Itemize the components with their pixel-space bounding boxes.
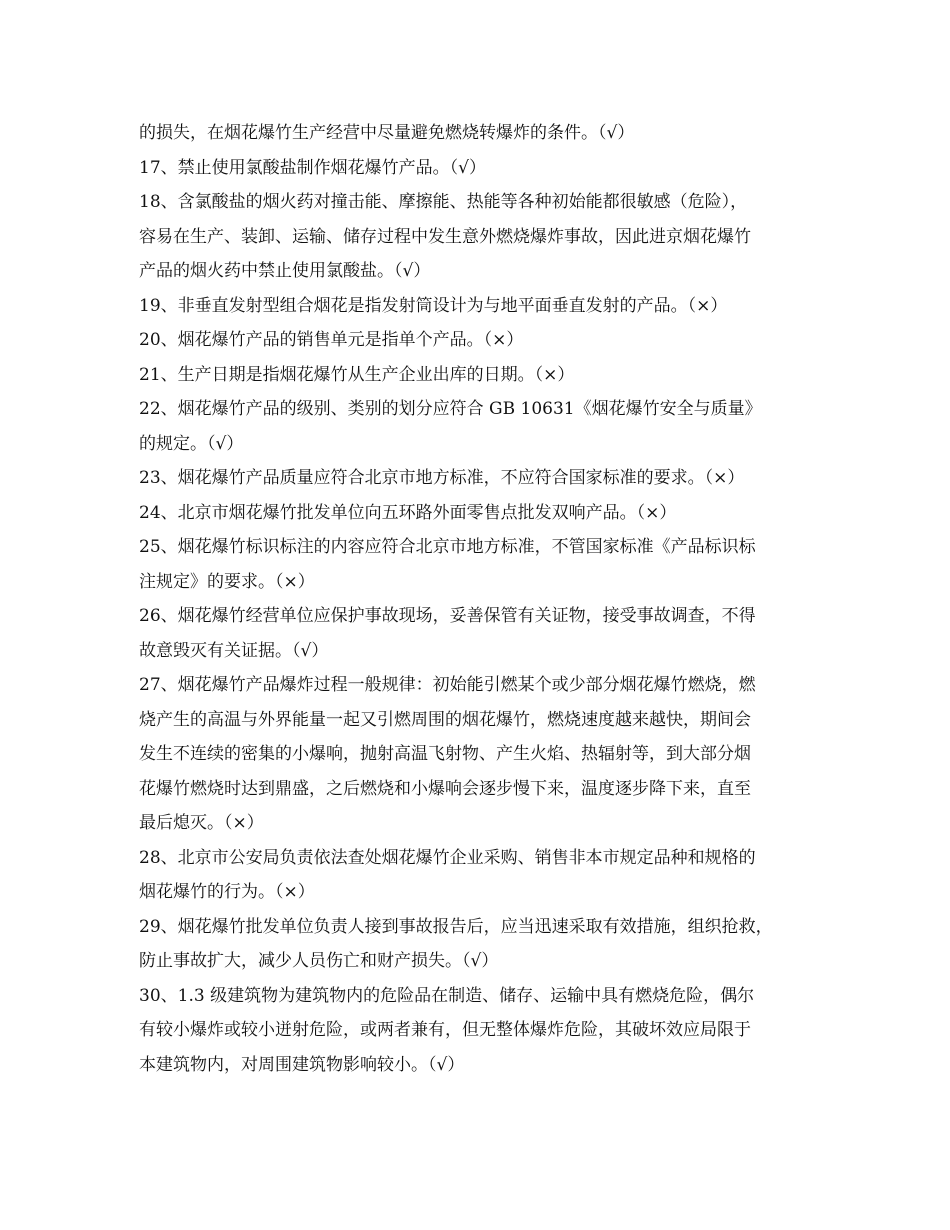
text-line: 18、含氯酸盐的烟火药对撞击能、摩擦能、热能等各种初始能都很敏感（危险）， [139,192,748,212]
text-line: 24、北京市烟花爆竹批发单位向五环路外面零售点批发双响产品。（×） [139,502,677,523]
text-line: 烧产生的高温与外界能量一起又引燃周围的烟花爆竹，燃烧速度越来越快，期间会 [139,709,751,730]
text-line: 注规定》的要求。（×） [139,571,315,592]
text-line: 最后熄灭。（×） [139,813,264,833]
text-line: 20、烟花爆竹产品的销售单元是指单个产品。（×） [139,330,524,350]
text-line: 本建筑物内，对周围建筑物影响较小。（√） [139,1054,465,1075]
text-line: 21、生产日期是指烟花爆竹从生产企业出库的日期。（×） [139,364,575,385]
document-body [139,116,829,1082]
text-line: 花爆竹燃烧时达到鼎盛，之后燃烧和小爆响会逐步慢下来，温度逐步降下来，直至 [139,778,751,799]
text-line: 26、烟花爆竹经营单位应保护事故现场，妥善保管有关证物，接受事故调查，不得 [139,606,756,626]
text-line: 的规定。（√） [139,433,244,454]
text-line: 故意毁灭有关证据。（√） [139,640,329,661]
text-line: 容易在生产、装卸、运输、储存过程中发生意外燃烧爆炸事故，因此进京烟花爆竹 [139,226,751,247]
text-line: 发生不连续的密集的小爆响，抛射高温飞射物、产生火焰、热辐射等，到大部分烟 [139,744,751,764]
text-line: 有较小爆炸或较小迸射危险，或两者兼有，但无整体爆炸危险，其破坏效应局限于 [139,1020,751,1040]
text-line: 产品的烟火药中禁止使用氯酸盐。（√） [139,261,431,281]
text-line: 防止事故扩大，减少人员伤亡和财产损失。（√） [139,951,499,971]
text-line: 22、烟花爆竹产品的级别、类别的划分应符合 GB 10631《烟花爆竹安全与质量》 [139,399,762,419]
text-line: 25、烟花爆竹标识标注的内容应符合北京市地方标准，不管国家标准《产品标识标 [139,537,756,557]
text-line: 的损失，在烟花爆竹生产经营中尽量避免燃烧转爆炸的条件。（√） [139,123,635,143]
text-line: 17、禁止使用氯酸盐制作烟花爆竹产品。（√） [139,157,486,178]
text-line: 30、1.3 级建筑物为建筑物内的危险品在制造、储存、运输中具有燃烧危险，偶尔 [139,985,755,1006]
text-line: 19、非垂直发射型组合烟花是指发射筒设计为与地平面垂直发射的产品。（×） [139,295,728,316]
text-line: 23、烟花爆竹产品质量应符合北京市地方标准，不应符合国家标准的要求。（×） [139,468,745,488]
text-line: 27、烟花爆竹产品爆炸过程一般规律：初始能引燃某个或少部分烟花爆竹燃烧，燃 [139,675,756,695]
text-line: 烟花爆竹的行为。（×） [139,882,315,902]
text-line: 28、北京市公安局负责依法查处烟花爆竹企业采购、销售非本市规定品种和规格的 [139,847,756,868]
text-line: 29、烟花爆竹批发单位负责人接到事故报告后，应当迅速采取有效措施，组织抢救， [139,916,773,937]
